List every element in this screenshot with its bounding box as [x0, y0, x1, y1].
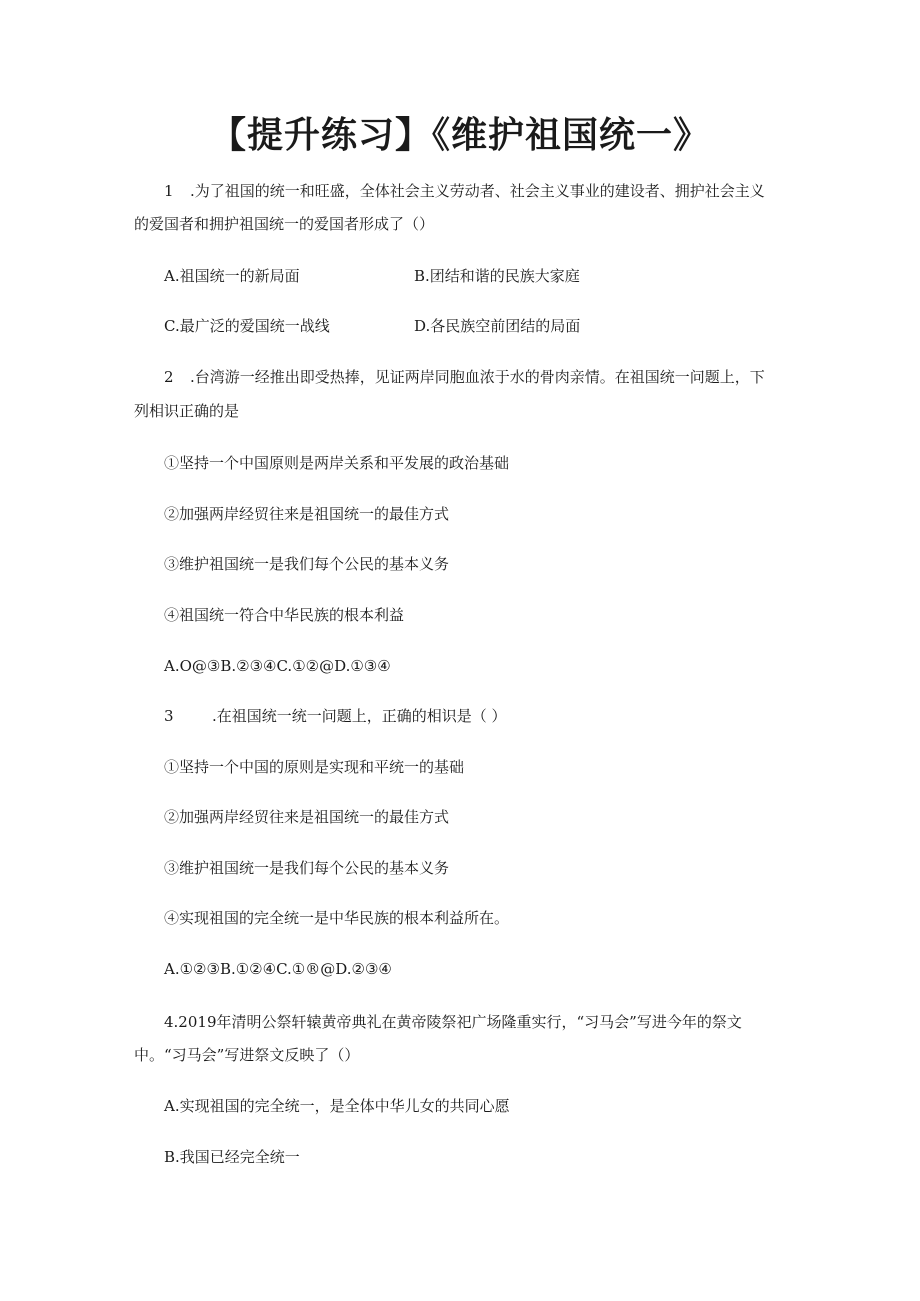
question-1-text: .为了祖国的统一和旺盛，全体社会主义劳动者、社会主义事业的建设者、拥护社会主义	[190, 182, 765, 200]
question-2-item-3: ③维护祖国统一是我们每个公民的基本义务	[164, 555, 450, 573]
question-4-line-2: 中。“习马会”写进祭文反映了（）	[134, 1046, 360, 1064]
question-3-item-4: ④实现祖国的完全统一是中华民族的根本利益所在。	[164, 909, 510, 927]
question-2-line-1	[164, 366, 765, 388]
question-3-item-2: ②加强两岸经贸往来是祖国统一的最佳方式	[164, 808, 450, 826]
question-3-item-1: ①坚持一个中国的原则是实现和平统一的基础	[164, 758, 465, 776]
question-1-option-d: D.各民族空前团结的局面	[414, 317, 581, 335]
question-1-number: 1	[164, 182, 174, 200]
question-2-line-2: 列相识正确的是	[134, 402, 240, 420]
question-4-option-b: B.我国已经完全统一	[164, 1148, 300, 1166]
question-2-item-2: ②加强两岸经贸往来是祖国统一的最佳方式	[164, 505, 450, 523]
question-3-text: .在祖国统一统一问题上，正确的相识是（ ）	[212, 707, 507, 725]
question-4-option-a: A.实现祖国的完全统一，是全体中华儿女的共同心愿	[164, 1097, 510, 1115]
question-1-line-1	[164, 180, 765, 202]
question-2-options: A.O@③B.②③④C.①②@D.①③④	[164, 657, 391, 675]
question-3-item-3: ③维护祖国统一是我们每个公民的基本义务	[164, 859, 450, 877]
question-1-option-c: C.最广泛的爱国统一战线	[164, 317, 330, 335]
question-1-option-a: A.祖国统一的新局面	[164, 267, 300, 285]
question-2-number: 2	[164, 368, 174, 386]
question-2-text: .台湾游一经推出即受热捧，见证两岸同胞血浓于水的骨肉亲情。在祖国统一问题上，下	[190, 368, 765, 386]
question-4-line-1: 4.2019年清明公祭轩辕黄帝典礼在黄帝陵祭祀广场隆重实行，“习马会”写进今年的祭文	[164, 1013, 742, 1031]
question-1-option-b: B.团结和谐的民族大家庭	[414, 267, 580, 285]
question-3-options: A.①②③B.①②④C.①®@D.②③④	[164, 960, 392, 978]
question-2-item-4: ④祖国统一符合中华民族的根本利益	[164, 606, 405, 624]
question-2-item-1: ①坚持一个中国原则是两岸关系和平发展的政治基础	[164, 454, 510, 472]
page-title: 【提升练习】《维护祖国统一》	[209, 115, 710, 156]
question-3-number: 3	[164, 707, 174, 725]
question-1-line-2: 的爱国者和拥护祖国统一的爱国者形成了（）	[134, 215, 435, 233]
question-3-line-1	[164, 705, 507, 727]
